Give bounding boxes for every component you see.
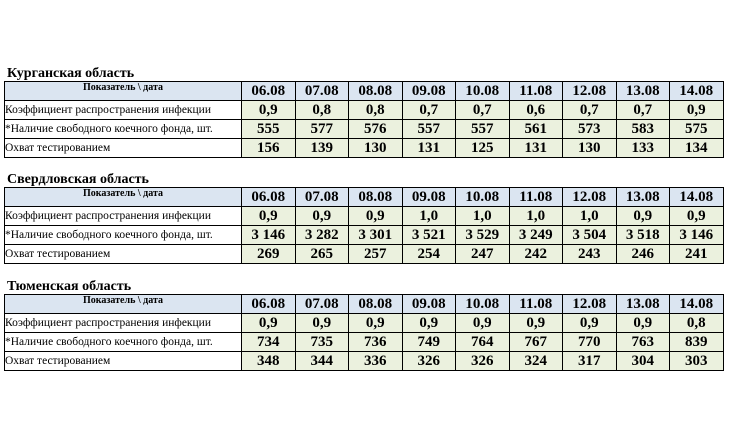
value-cell: 0,7	[456, 101, 510, 120]
date-header-cell: 14.08	[670, 188, 724, 207]
value-cell: 573	[563, 120, 617, 139]
header-row	[5, 295, 724, 314]
value-cell: 0,8	[349, 101, 403, 120]
value-cell: 133	[616, 139, 670, 158]
value-cell: 241	[670, 245, 724, 264]
value-cell: 324	[509, 352, 563, 371]
value-cell: 576	[349, 120, 403, 139]
date-header-cell: 09.08	[402, 188, 456, 207]
date-header-cell: 06.08	[242, 188, 296, 207]
value-cell: 0,9	[616, 207, 670, 226]
region-block-tyumen	[4, 280, 723, 371]
value-cell: 1,0	[402, 207, 456, 226]
value-cell: 317	[563, 352, 617, 371]
value-cell: 131	[509, 139, 563, 158]
value-cell: 749	[402, 333, 456, 352]
value-cell: 0,9	[563, 314, 617, 333]
value-cell: 557	[402, 120, 456, 139]
value-cell: 303	[670, 352, 724, 371]
value-cell: 3 146	[670, 226, 724, 245]
date-header-cell: 09.08	[402, 295, 456, 314]
date-header-cell: 07.08	[295, 82, 349, 101]
value-cell: 0,9	[670, 101, 724, 120]
value-cell: 0,7	[616, 101, 670, 120]
value-cell: 3 146	[242, 226, 296, 245]
infection-rate-row	[5, 314, 724, 333]
date-header-cell: 08.08	[349, 188, 403, 207]
date-header-cell: 13.08	[616, 188, 670, 207]
infection-rate-row	[5, 101, 724, 120]
value-cell: 1,0	[563, 207, 617, 226]
value-cell: 0,9	[349, 207, 403, 226]
row-label-cell: Охват тестированием	[5, 139, 242, 158]
header-label-cell: Показатель \ дата	[5, 295, 242, 314]
value-cell: 734	[242, 333, 296, 352]
value-cell: 344	[295, 352, 349, 371]
value-cell: 156	[242, 139, 296, 158]
value-cell: 3 518	[616, 226, 670, 245]
value-cell: 583	[616, 120, 670, 139]
region-title: Курганская область	[7, 66, 135, 81]
date-header-cell: 12.08	[563, 188, 617, 207]
value-cell: 130	[349, 139, 403, 158]
value-cell: 0,7	[563, 101, 617, 120]
date-header-cell: 08.08	[349, 82, 403, 101]
row-label-cell: *Наличие свободного коечного фонда, шт.	[5, 120, 242, 139]
date-header-cell: 11.08	[509, 295, 563, 314]
value-cell: 130	[563, 139, 617, 158]
value-cell: 0,9	[670, 207, 724, 226]
date-header-cell: 07.08	[295, 295, 349, 314]
date-header-cell: 06.08	[242, 82, 296, 101]
row-label-cell: Охват тестированием	[5, 245, 242, 264]
date-header-cell: 07.08	[295, 188, 349, 207]
date-header-cell: 10.08	[456, 188, 510, 207]
value-cell: 0,9	[402, 314, 456, 333]
value-cell: 0,9	[242, 314, 296, 333]
value-cell: 304	[616, 352, 670, 371]
value-cell: 139	[295, 139, 349, 158]
free-beds-row	[5, 226, 724, 245]
value-cell: 336	[349, 352, 403, 371]
value-cell: 265	[295, 245, 349, 264]
value-cell: 3 529	[456, 226, 510, 245]
value-cell: 0,9	[456, 314, 510, 333]
testing-coverage-row	[5, 352, 724, 371]
date-header-cell: 08.08	[349, 295, 403, 314]
value-cell: 0,9	[295, 207, 349, 226]
value-cell: 0,9	[349, 314, 403, 333]
date-header-cell: 12.08	[563, 82, 617, 101]
testing-coverage-row	[5, 139, 724, 158]
header-label-cell: Показатель \ дата	[5, 82, 242, 101]
date-header-cell: 13.08	[616, 82, 670, 101]
value-cell: 257	[349, 245, 403, 264]
value-cell: 269	[242, 245, 296, 264]
value-cell: 557	[456, 120, 510, 139]
value-cell: 0,8	[670, 314, 724, 333]
value-cell: 561	[509, 120, 563, 139]
value-cell: 770	[563, 333, 617, 352]
value-cell: 0,9	[242, 207, 296, 226]
value-cell: 736	[349, 333, 403, 352]
value-cell: 0,9	[616, 314, 670, 333]
value-cell: 0,6	[509, 101, 563, 120]
date-header-cell: 06.08	[242, 295, 296, 314]
value-cell: 134	[670, 139, 724, 158]
date-header-cell: 13.08	[616, 295, 670, 314]
value-cell: 839	[670, 333, 724, 352]
value-cell: 735	[295, 333, 349, 352]
value-cell: 131	[402, 139, 456, 158]
free-beds-row	[5, 333, 724, 352]
value-cell: 247	[456, 245, 510, 264]
header-row	[5, 82, 724, 101]
value-cell: 246	[616, 245, 670, 264]
value-cell: 0,9	[295, 314, 349, 333]
region-title: Тюменская область	[7, 279, 132, 294]
date-header-cell: 10.08	[456, 295, 510, 314]
value-cell: 1,0	[456, 207, 510, 226]
value-cell: 254	[402, 245, 456, 264]
value-cell: 3 521	[402, 226, 456, 245]
date-header-cell: 14.08	[670, 295, 724, 314]
value-cell: 0,9	[242, 101, 296, 120]
header-row	[5, 188, 724, 207]
region-block-sverdlovsk	[4, 173, 723, 264]
region-table	[4, 294, 724, 371]
value-cell: 125	[456, 139, 510, 158]
date-header-cell: 12.08	[563, 295, 617, 314]
date-header-cell: 09.08	[402, 82, 456, 101]
date-header-cell: 10.08	[456, 82, 510, 101]
value-cell: 3 301	[349, 226, 403, 245]
value-cell: 326	[456, 352, 510, 371]
value-cell: 764	[456, 333, 510, 352]
value-cell: 242	[509, 245, 563, 264]
row-label-cell: Коэффициент распространения инфекции	[5, 101, 242, 120]
row-label-cell: Коэффициент распространения инфекции	[5, 314, 242, 333]
date-header-cell: 14.08	[670, 82, 724, 101]
row-label-cell: Охват тестированием	[5, 352, 242, 371]
value-cell: 348	[242, 352, 296, 371]
value-cell: 0,9	[509, 314, 563, 333]
region-block-kurgan	[4, 67, 723, 158]
region-table	[4, 81, 724, 158]
value-cell: 3 282	[295, 226, 349, 245]
value-cell: 3 504	[563, 226, 617, 245]
row-label-cell: Коэффициент распространения инфекции	[5, 207, 242, 226]
row-label-cell: *Наличие свободного коечного фонда, шт.	[5, 333, 242, 352]
value-cell: 767	[509, 333, 563, 352]
value-cell: 575	[670, 120, 724, 139]
infection-rate-row	[5, 207, 724, 226]
date-header-cell: 11.08	[509, 188, 563, 207]
value-cell: 326	[402, 352, 456, 371]
value-cell: 0,7	[402, 101, 456, 120]
region-title: Свердловская область	[7, 172, 149, 187]
value-cell: 1,0	[509, 207, 563, 226]
value-cell: 763	[616, 333, 670, 352]
region-table	[4, 187, 724, 264]
header-label-cell: Показатель \ дата	[5, 188, 242, 207]
value-cell: 577	[295, 120, 349, 139]
value-cell: 0,8	[295, 101, 349, 120]
free-beds-row	[5, 120, 724, 139]
date-header-cell: 11.08	[509, 82, 563, 101]
value-cell: 555	[242, 120, 296, 139]
value-cell: 243	[563, 245, 617, 264]
value-cell: 3 249	[509, 226, 563, 245]
row-label-cell: *Наличие свободного коечного фонда, шт.	[5, 226, 242, 245]
testing-coverage-row	[5, 245, 724, 264]
